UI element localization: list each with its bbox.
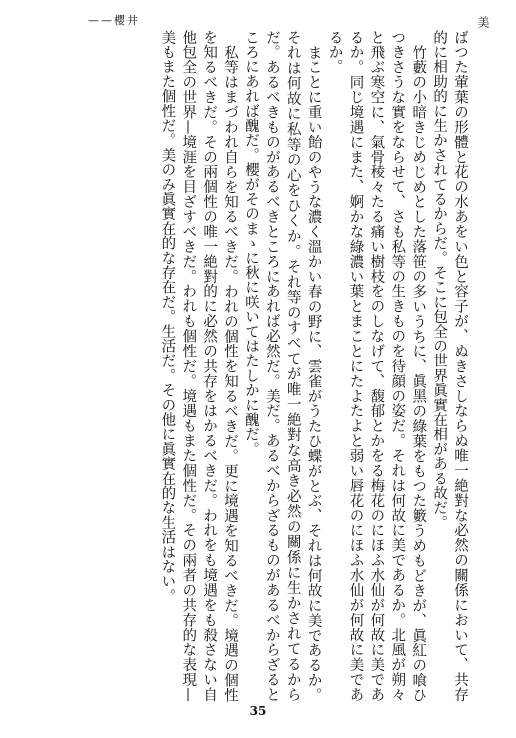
paragraph-4: 私等はまづわれ自らを知るべきだ。われの個性を知るべきだ。更に境遇を知るべきだ。境遇の個性を知るべきだ。その兩個性の唯一絶對的に必然の共存をはかるべきだ。われをも境遇をも殺さない自他包全の世界—境涯を目ざすべきだ。われも個性だ。境遇もまた個性だ。その兩者の共存的な表現—美もまた個性だ。美のみ眞實在的な存在だ。生活だ。その他に眞實在的な生活はない。 — [159, 30, 239, 702]
running-title: 美 — [476, 16, 490, 29]
page-number: 35 — [249, 704, 267, 718]
paragraph-2: 竹藪の小暗きじめじめとした落笹の多いうちに、眞黑の綠葉をもつた籔うめもどきが、眞紅の喰ひつきさうな實をならせて、さも私等の生きものを待顔の姿だ。それは何故に美であるか。北風が朔々と飛ぶ寒空に、氣骨稜々たる痛い樹枝をのしなげて、馥郁とかをる梅花のにほふ水仙が何故に美であるか。同じ境遇にまた、婀かな綠濃い葉とまことにたよたよと弱い唇花のにほふ水仙が何故に美であるか。 — [326, 30, 427, 702]
paragraph-1: ばつた葷葉の形體と花の水あをい色と容子が、ぬきさしならぬ唯一絶對な必然の關係において、共存的に相助的に生かされてるからだ。そこに包全の世界眞實在相がある故だ。 — [431, 30, 468, 702]
paragraph-3: まことに重い飴のやうな濃く溫かい春の野に、雲雀がうたひ蝶がとぶ、それは何故に美であるか。それは何故に私等の心をひくか。それ等のすべてが唯一絶對な高き必然の關係に生かされてるからだ。あるべきものがあるべきところにあれば必然だ。美だ。あるべからざるものがあるべからざるところにあれば醜だ。櫻がそのまゝに秋に咲いてはたしかに醜だ。 — [242, 30, 322, 702]
body-text — [50, 30, 470, 702]
running-author: ——櫻井 — [88, 14, 140, 27]
